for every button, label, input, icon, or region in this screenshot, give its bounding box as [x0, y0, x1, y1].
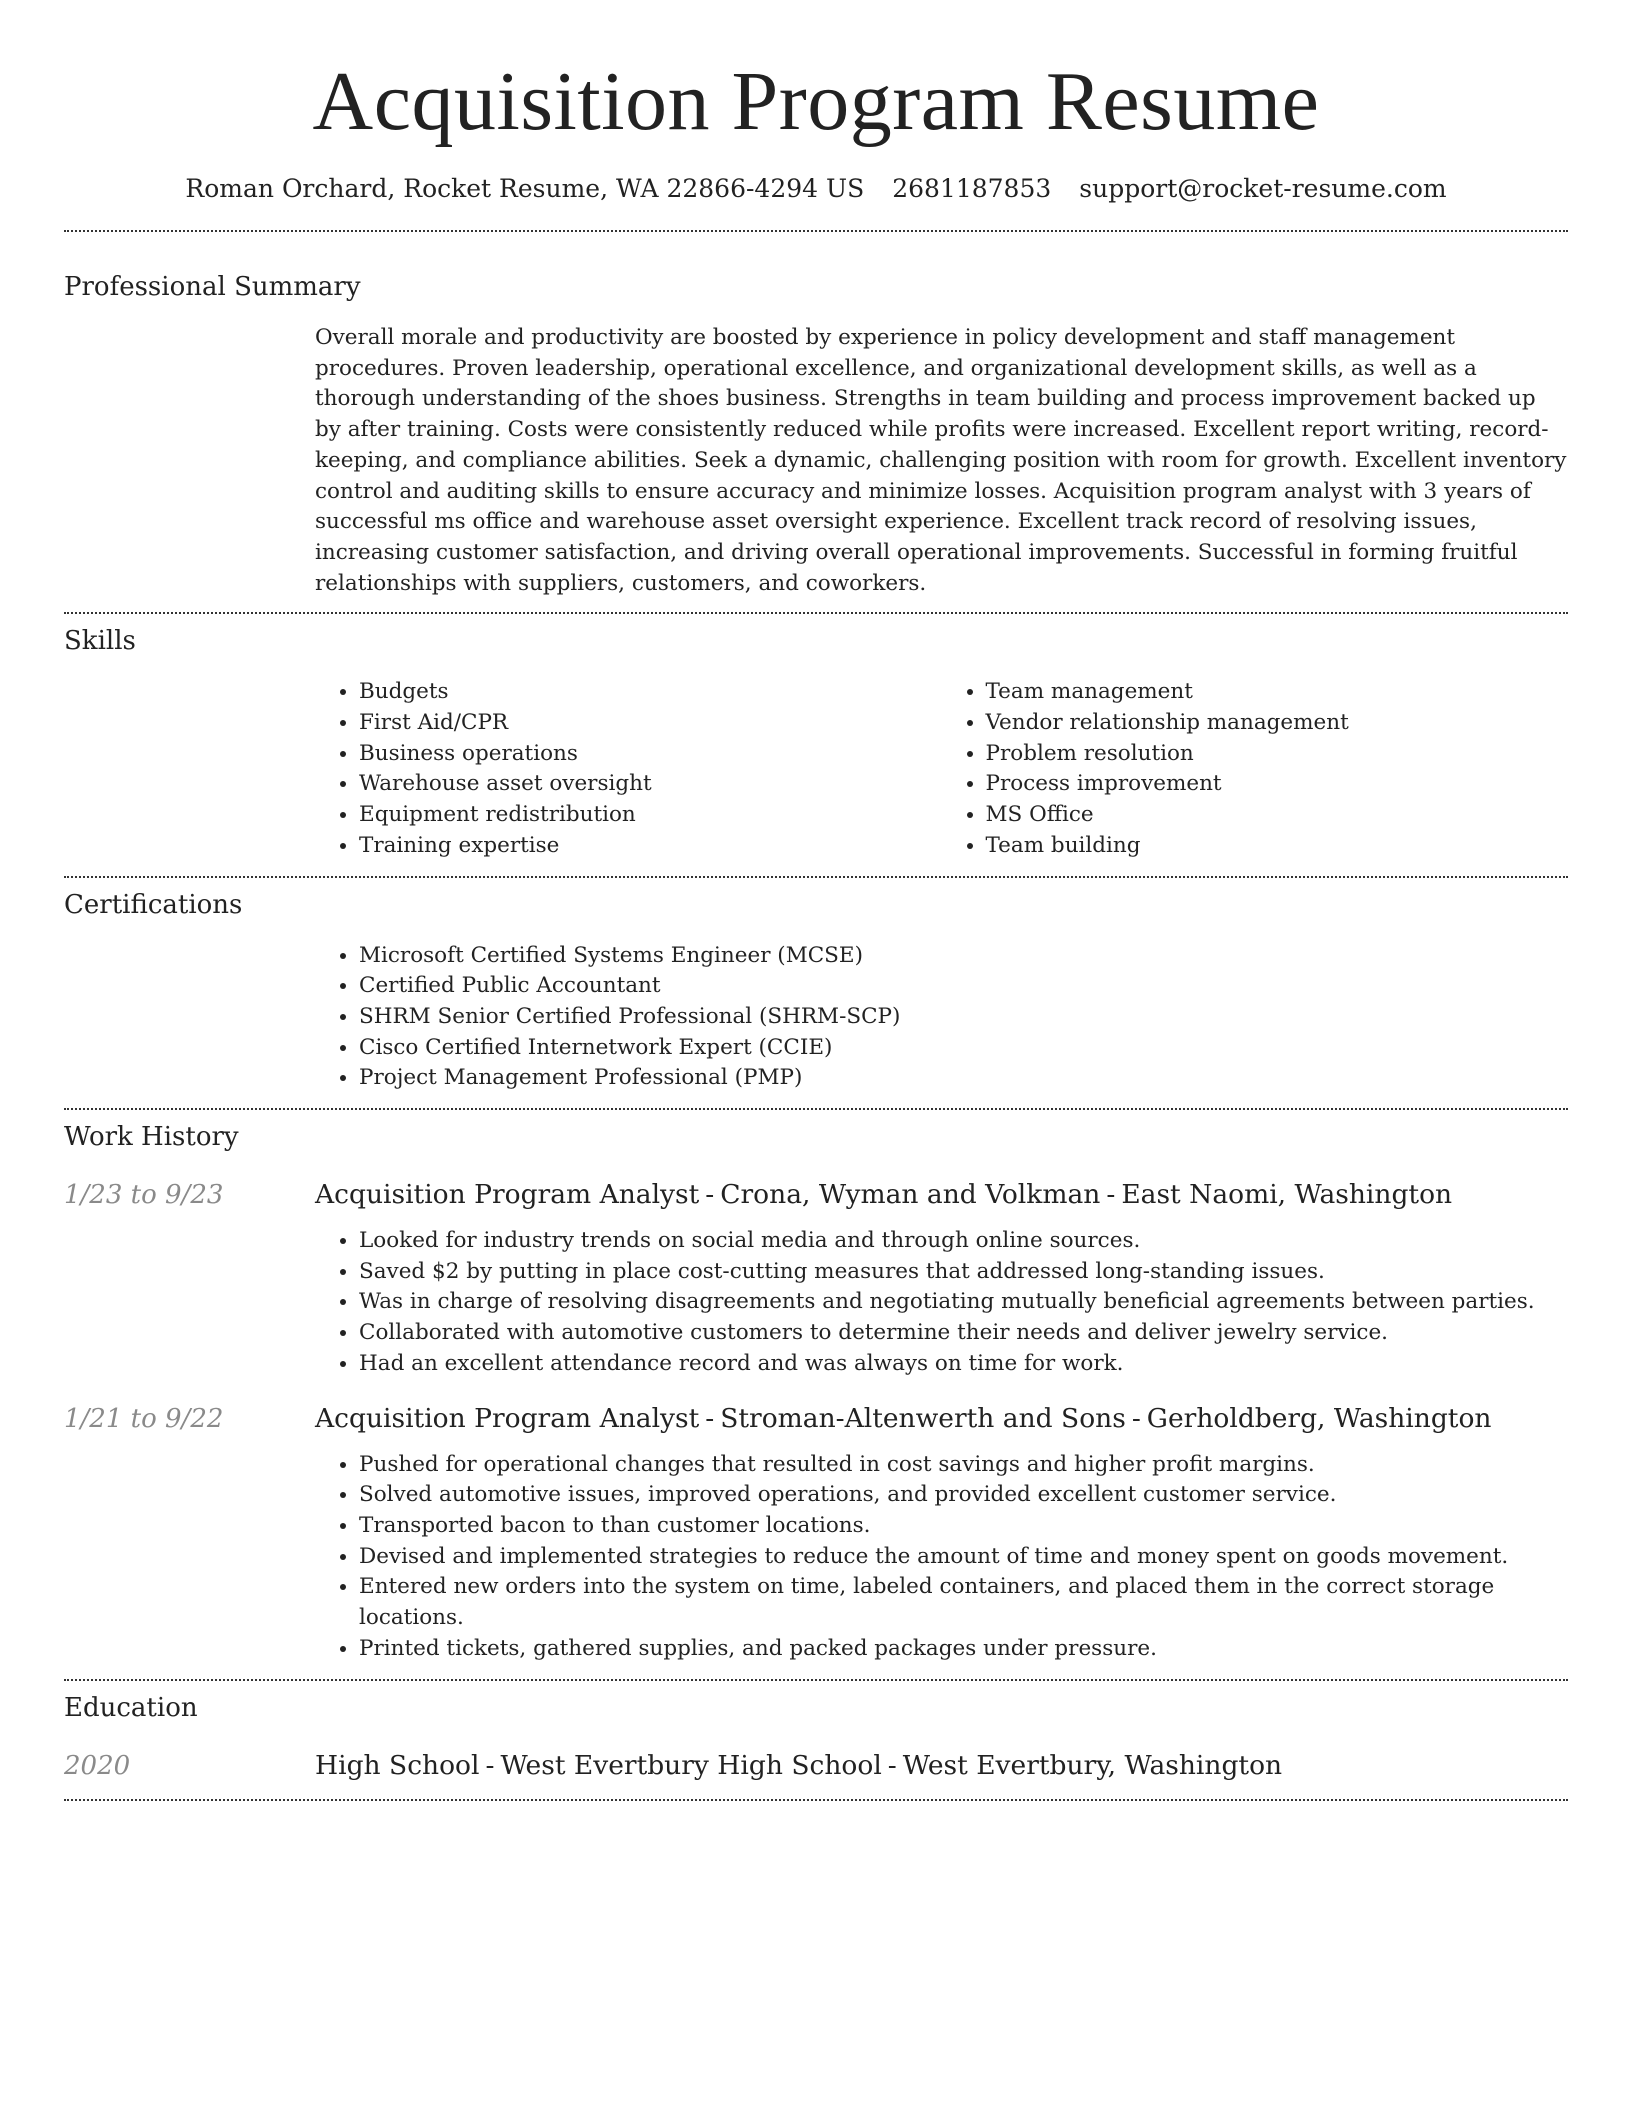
job-heading-separator: - [705, 1402, 715, 1434]
education-location: West Evertbury, Washington [902, 1749, 1283, 1781]
skills-list-left [315, 677, 942, 861]
resume-page [64, 0, 1568, 1801]
job-bullet: • Was in charge of resolving disagreements and negotiating mutually beneficial agreements between parties. [359, 1287, 1568, 1318]
work-history-heading: Work History [64, 1122, 239, 1153]
summary-heading: Professional Summary [64, 272, 361, 302]
job-heading-separator: - [1106, 1179, 1116, 1211]
job-bullet: • Saved $2 by putting in place cost-cutting measures that addressed long-standing issues. [359, 1257, 1568, 1288]
skill-item: • Process improvement [986, 769, 1569, 800]
job-heading [315, 1178, 1568, 1212]
skill-item: • Equipment redistribution [359, 800, 942, 831]
education-heading: Education [64, 1692, 198, 1723]
skills-section [64, 614, 1568, 875]
skill-item: • Training expertise [359, 831, 942, 862]
education-date: 2020 [64, 1750, 131, 1781]
work-history-section [64, 1110, 1568, 1678]
job-entry [64, 1402, 1568, 1665]
contact-address: Roman Orchard, Rocket Resume, WA 22866-4294 US [185, 174, 865, 203]
skill-item: • Team management [986, 677, 1569, 708]
certification-item: • Project Management Professional (PMP) [359, 1063, 1568, 1094]
certifications-section [64, 878, 1568, 1109]
education-section [64, 1681, 1568, 1799]
certification-item: • SHRM Senior Certified Professional (SHRM-SCP) [359, 1002, 1568, 1033]
job-bullet: • Pushed for operational changes that resulted in cost savings and higher profit margins. [359, 1450, 1568, 1481]
job-title: Acquisition Program Analyst [315, 1402, 700, 1434]
skill-item: • Budgets [359, 677, 942, 708]
skills-list-right [942, 677, 1569, 861]
education-entry [64, 1749, 1568, 1783]
certifications-heading: Certifications [64, 889, 243, 920]
summary-section [64, 232, 1568, 612]
job-dates: 1/23 to 9/23 [64, 1180, 224, 1211]
job-location: East Naomi, Washington [1121, 1179, 1453, 1211]
job-bullet: • Solved automotive issues, improved operations, and provided excellent customer service. [359, 1480, 1568, 1511]
job-bullet: • Entered new orders into the system on time, labeled containers, and placed them in the correct storage locations. [359, 1572, 1568, 1633]
contact-line [64, 172, 1568, 206]
skill-item: • MS Office [986, 800, 1569, 831]
certification-item: • Microsoft Certified Systems Engineer (MCSE) [359, 941, 1568, 972]
job-bullet: • Devised and implemented strategies to reduce the amount of time and money spent on goods movement. [359, 1542, 1568, 1573]
certification-item: • Certified Public Accountant [359, 971, 1568, 1002]
job-bullets [315, 1450, 1568, 1665]
contact-phone: 2681187853 [892, 174, 1052, 203]
job-heading-separator: - [705, 1179, 715, 1211]
job-bullet: • Had an excellent attendance record and was always on time for work. [359, 1349, 1568, 1380]
job-bullet: • Collaborated with automotive customers to determine their needs and deliver jewelry service. [359, 1318, 1568, 1349]
education-separator: - [887, 1749, 897, 1781]
skill-item: • Problem resolution [986, 739, 1569, 770]
job-location: Gerholdberg, Washington [1146, 1402, 1492, 1434]
job-company: Stroman-Altenwerth and Sons [720, 1402, 1126, 1434]
contact-email: support@rocket-resume.com [1079, 174, 1447, 203]
job-title: Acquisition Program Analyst [315, 1179, 700, 1211]
job-heading [315, 1402, 1568, 1436]
education-heading-line [315, 1749, 1568, 1783]
job-dates: 1/21 to 9/22 [64, 1403, 224, 1434]
skill-item: • Warehouse asset oversight [359, 769, 942, 800]
divider [64, 1799, 1568, 1801]
resume-title: Acquisition Program Resume [312, 55, 1320, 148]
job-entry [64, 1178, 1568, 1380]
skill-item: • First Aid/CPR [359, 708, 942, 739]
certifications-list [315, 941, 1568, 1095]
skill-item: • Vendor relationship management [986, 708, 1569, 739]
job-company: Crona, Wyman and Volkman [720, 1179, 1101, 1211]
job-bullet: • Transported bacon to than customer locations. [359, 1511, 1568, 1542]
education-school: West Evertbury High School [500, 1749, 882, 1781]
skill-item: • Business operations [359, 739, 942, 770]
certification-item: • Cisco Certified Internetwork Expert (CCIE) [359, 1033, 1568, 1064]
job-bullets [315, 1226, 1568, 1380]
job-bullet: • Looked for industry trends on social media and through online sources. [359, 1226, 1568, 1257]
skills-heading: Skills [64, 626, 136, 657]
education-separator: - [485, 1749, 495, 1781]
skill-item: • Team building [986, 831, 1569, 862]
job-bullet: • Printed tickets, gathered supplies, and packed packages under pressure. [359, 1634, 1568, 1665]
job-heading-separator: - [1131, 1402, 1141, 1434]
summary-text: Overall morale and productivity are boosted by experience in policy development and staff management procedures. Proven leadership, operational excellence, and organizational development skills, as well as a thorough understanding of the shoes business. Strengths in team building and process improvement backed up by after training. Costs were consistently reduced while profits were increased. Excellent report writing, record-keeping, and compliance abilities. Seek a dynamic, challenging position with room for growth. Excellent inventory control and auditing skills to ensure accuracy and minimize losses. Acquisition program analyst with 3 years of successful ms office and warehouse asset oversight experience. Excellent track record of resolving issues, increasing customer satisfaction, and driving overall operational improvements. Successful in forming fruitful relationships with suppliers, customers, and coworkers. [315, 325, 1567, 596]
education-degree: High School [315, 1749, 480, 1781]
